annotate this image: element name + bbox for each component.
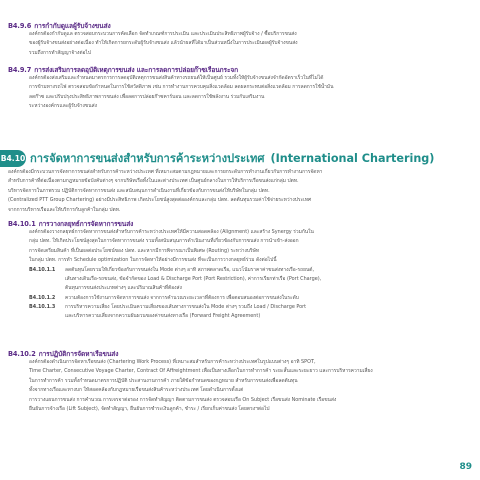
sub-item-number: B4.10.1.3 bbox=[29, 304, 56, 310]
chapter-heading-b4-10 bbox=[30, 149, 434, 167]
section-title: การกำกับดูแลผู้รับจ้างขนส่ง bbox=[34, 22, 111, 30]
sub-item-b4-10-1-1 bbox=[29, 266, 314, 275]
body-line: ลดต้นทุนโดยรวมให้เกี่ยวข้องกับการขนส่งใน Mode ต่างๆ อาทิ สภาพตลาดเรือ, แนวโน้มราคาค่าขนส่งทางเรือ-รถยนต์, bbox=[65, 267, 315, 273]
section-title: การส่งเสริมการลดอุบัติเหตุการขนส่ง และการลดการปล่อยก๊าซเรือนกระจก bbox=[34, 66, 239, 74]
body-line: ยืนยันการจ้างเรือ (Lift Subject), จัดทำสัญญา, ยืนยันการชำระเงินลูกค้า, ชำระ / เรียกเก็บค่าขนส่ง โดยตรงฯต่อไป bbox=[29, 406, 270, 413]
body-line: องค์กรต้องดำเนินการจัดหาเรือขนส่ง (Chartering Work Process) ที่เหมาะสมสำหรับการค้าระหว่างประเทศในรูปแบบต่างๆ อาทิ SPOT, bbox=[29, 359, 316, 365]
section-number: B4.9.6 bbox=[8, 22, 32, 30]
sub-item-b4-10-1-3-cont bbox=[65, 312, 260, 321]
section-title: การปฏิบัติการจัดหาเรือขนส่ง bbox=[38, 350, 119, 358]
body-line: ของผู้รับจ้างขนส่งอย่างต่อเนื่อง ทำให้เกิดการยกระดับผู้รับจ้างขนส่ง แล้วนำผลที่ได้มาเป็นส่วนหนึ่งในการประเมินผลผู้รับจ้างขนส่ง bbox=[29, 40, 298, 47]
body-line: ในกลุ่ม ปตท. การทำ Schedule optimization ในการจัดหาให้อย่างมีการขนส่ง ที่จะเป็นการวางกลยุทธ์ร่วม ดังต่อไปนี้ bbox=[29, 257, 277, 264]
section-badge: B4.10 bbox=[0, 150, 26, 167]
chapter-title-en: (International Chartering) bbox=[270, 152, 435, 165]
body-line: ความต้องการใช้งานการจัดหาการขนส่ง จากการคำนวณระยะเวลาที่ต้องการ เพื่อตอบสนองต่อการขนส่งในระดับ bbox=[65, 295, 299, 301]
body-line: การจัดเตรียมสินค้า ที่เป็นผลต่อประโยชน์ของ ปตท. และหากมีการพิจารณาเป็นพิเศษ (Routing) ระหว่างบริษัท bbox=[29, 247, 260, 254]
body-line: กลุ่ม ปตท. ให้เกิดประโยชน์สูงสุดในการจัดหาการขนส่ง รวมทั้งสนับสนุนการดำเนินงานที่เกี่ยวข้องกับการขนส่ง การนำเข้า-ส่งออก bbox=[29, 238, 299, 245]
body-line: องค์กรต้องกำกับดูแล ตรวจสอบกระบวนการคัดเลือก จัดทำเกณฑ์การประเมิน และประเมินประสิทธิภาพผู้รับจ้าง / ซื้อบริการขนส่ง bbox=[29, 31, 297, 37]
section-body-b4-9-6 bbox=[29, 30, 459, 58]
body-line: ในการทำการค้า รวมทั้งกำหนดมาตรการปฏิบัติ ประสานงานการค้า ภายใต้ข้อกำหนดของกฎหมาย สำหรับการขนส่งเพื่อลดต้นทุน bbox=[29, 377, 298, 384]
body-line: ทั้งจากทางเรือและทางบก ให้สอดคล้องกับกฎหมายเรือขนส่งสินค้าระหว่างประเทศ โดยดำเนินการตั้งแต่ bbox=[29, 387, 244, 394]
sub-item-b4-10-1-1-cont bbox=[65, 284, 182, 293]
body-line: องค์กรต้องมีกระบวนการจัดหาการขนส่งสำหรับการค้าระหว่างประเทศ ที่เหมาะสมตามกฎหมายและการยกระดับการทำงานเกี่ยวกับการทำงานการจัดหา bbox=[8, 169, 323, 175]
section-title: การวางกลยุทธ์การจัดหาการขนส่ง bbox=[38, 220, 134, 228]
section-number: B4.10.2 bbox=[8, 350, 36, 358]
section-body-b4-10-1 bbox=[29, 228, 459, 266]
body-line: องค์กรต้องส่งเสริมและกำหนดมาตรการการลดอุบัติเหตุการขนส่งสินค้าทางรถยนต์ให้เป็นศูนย์ รวมทั้งให้ผู้รับจ้างขนส่งจำกัดอัตราเร็วในที่ไม่ได้ bbox=[29, 75, 324, 81]
section-number: B4.9.7 bbox=[8, 66, 32, 74]
sub-item-b4-10-1-1-cont bbox=[65, 275, 321, 284]
body-line: Time Charter, Consecutive Voyage Charter, Contract Of Affreightment เพื่อเป็นทางเลือกในการทำการค้า ระยะสั้นและระยะยาว และการบริหารความเสี่ยง bbox=[29, 368, 373, 375]
body-line: การข้ามทางรถไฟ ตรวจสอบข้อกำหนดในการใช้สวัสดิภาพ เช่น การทำงานการควบคุมสิ่งแวดล้อม ลดผลกระทบต่อสิ่งแวดล้อม การลดการใช้น้ำมัน bbox=[29, 84, 334, 91]
page-number: 89 bbox=[459, 462, 472, 472]
body-line: องค์กรต้องวางกลยุทธ์การจัดหาการขนส่งสำหรับการค้าระหว่างประเทศให้มีความสอดคล้อง (Alignment) และสร้าง Synergy ร่วมกันใน bbox=[29, 229, 314, 235]
body-line: (Centralized PTT Group Chartering) อย่างมีประสิทธิภาพ เกิดประโยชน์สูงสุดต่อองค์กรและกลุ่ม ปตท. ลดต้นทุนรวมค่าใช้จ่ายระหว่างประเทศ bbox=[8, 197, 312, 204]
body-line: รวมถึงการทำสัญญาจ้างต่อไป bbox=[29, 49, 91, 56]
body-line: การบริหารความเสี่ยง โดยประเมินความเสี่ยงของเส้นทางการขนส่งใน Mode ต่างๆ รวมถึง Load / Discharge Port bbox=[65, 304, 307, 310]
body-line: บริหารจัดการในภาพรวม ปฏิบัติการจัดหาการขนส่ง และสนับสนุนการดำเนินงานที่เกี่ยวข้องกับการขนส่งให้บริษัทในกลุ่ม ปตท. bbox=[8, 187, 270, 194]
body-line: ระหว่างองค์กรและผู้รับจ้างขนส่ง bbox=[29, 103, 97, 110]
sub-item-number: B4.10.1.2 bbox=[29, 295, 56, 301]
body-line: เส้นทางเดินเรือ-รถขนส่ง, ข้อจำกัดของ Load & Discharge Port (Port Restriction), ค่าการเรียกท่าเรือ (Port Charge), bbox=[65, 276, 322, 282]
body-line: สำหรับการค้าที่ต่อเนื่องตามกฎหมายข้อบังคับต่างๆ จากบริษัทเรือทั้งในและต่างประเทศ เป็นศูนย์กลางในการให้บริการเรือขนส่งแก่กลุ่ม ปตท. bbox=[8, 178, 299, 185]
body-line: ต้นทุนการขนส่งประเภทต่างๆ และปริมาณสินค้าที่ต้องส่ง bbox=[65, 285, 182, 291]
body-line: ลดก๊าซ และปรับปรุงประสิทธิภาพการขนส่ง เพื่อลดการปล่อยก๊าซคาร์บอน และลดการใช้พลังงาน ร่วมกับเสริมงาน bbox=[29, 93, 265, 100]
sub-item-b4-10-1-2 bbox=[29, 294, 299, 303]
section-body-b4-10-2 bbox=[29, 358, 459, 414]
section-number: B4.10.1 bbox=[8, 220, 36, 228]
body-line: จากการบริหารเรือและให้บริการกับลูกค้าในกลุ่ม ปตท. bbox=[8, 206, 121, 213]
body-line: และบริหารความเสี่ยงจากความผันผวนของค่าขนส่งทางเรือ (Forward Freight Agreement) bbox=[65, 313, 261, 319]
sub-item-number: B4.10.1.1 bbox=[29, 267, 56, 273]
chapter-title: การจัดหาการขนส่งสำหรับการค้าระหว่างประเทศ bbox=[30, 152, 265, 165]
sub-item-b4-10-1-3 bbox=[29, 303, 306, 312]
body-line: การวางแผนการขนส่ง การคำนวณ การเจรจาต่อรอง การจัดทำสัญญา ติดตามการขนส่ง ตรวจสอบเรือ On Subject เรือขนส่ง Nominate เรือขนส่ง bbox=[29, 396, 337, 403]
section-body-b4-10 bbox=[8, 168, 463, 215]
section-body-b4-9-7 bbox=[29, 74, 459, 112]
